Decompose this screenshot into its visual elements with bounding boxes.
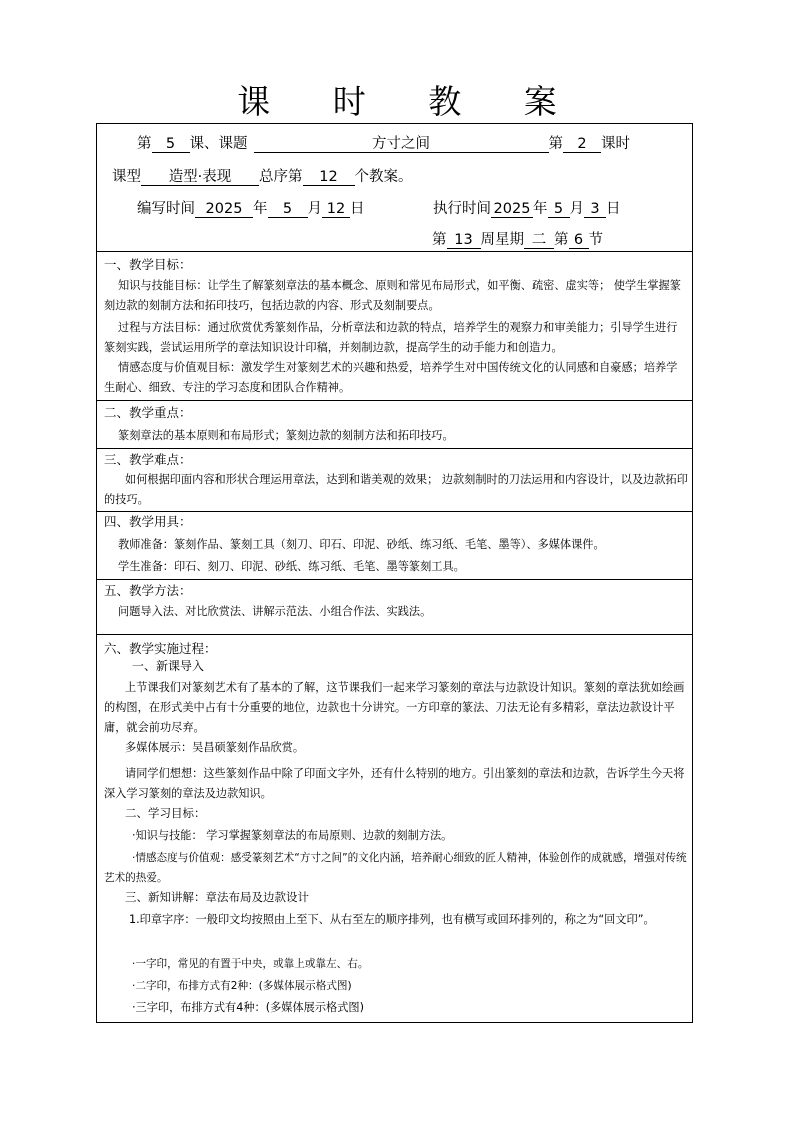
row-divider [97,448,692,449]
process-intro-para2: 多媒体展示：吴昌硕篆刻作品欣赏。 [125,741,305,754]
section-goals-title: 一、教学目标： [104,257,192,272]
lesson-number: 5 [152,136,190,153]
header-exec-line [433,200,621,218]
lesson-plan-table [96,123,693,1023]
process-intro-para3: 请同学们想想：这些篆刻作品中除了印面文字外，还有什么特别的地方。引出篆刻的章法和边款，告诉学生今天将深入学习篆刻的章法及边款知识。 [104,767,685,800]
exec-yue: 月 [569,201,584,217]
process-new-1: 1.印章字序：一般印文均按照由上至下、从右至左的顺序排列，也有横写或回环排列的，称之为“回文印”。 [129,913,655,926]
process-new-3: ·二字印，布排方式有2种：(多媒体展示格式图) [132,980,352,992]
period-number: 2 [563,136,601,153]
compile-day: 12 [322,201,350,218]
process-goal-1: ·知识与技能： 学习掌握篆刻章法的布局原则、边款的刻制方法。 [132,829,453,842]
section-key-title: 二、教学重点： [104,405,192,420]
row-divider [97,511,692,512]
process-goal-2: ·情感态度与价值观：感受篆刻艺术“方寸之间”的文化内涵，培养耐心细致的匠人精神，体验创作的成就感，增强对传统艺术的热爱。 [104,852,687,884]
goal-emotion: 情感态度与价值观目标：激发学生对篆刻艺术的兴趣和热爱，培养学生对中国传统文化的认同感和自豪感；培养学生耐心、细致、专注的学习态度和团队合作精神。 [104,361,678,394]
header-di: 第 [137,136,152,152]
compile-year: 2025 [195,201,253,218]
exec-day: 3 [584,201,606,218]
section-method-title: 五、教学方法： [104,583,192,598]
exec-nian: 年 [533,201,548,217]
page-title: 课 时 教 案 [237,82,583,121]
header-lesson-line [137,135,630,153]
row-divider [97,400,692,401]
row-divider [97,251,692,252]
type-label: 课型 [112,169,141,185]
process-intro-para1: 上节课我们对篆刻艺术有了基本的了解，这节课我们一起来学习篆刻的章法与边款设计知识。篆刻的章法犹如绘画的构图，在形式美中占有十分重要的地位，边款也十分讲究。一方印章的篆法、刀法无论有多精彩，章法边款设计平庸，就会前功尽弃。 [104,681,685,734]
header-compile-line [137,200,365,218]
compile-yue: 月 [307,201,322,217]
compile-label: 编写时间 [137,201,195,217]
exec-label: 执行时间 [433,201,491,217]
header-ke-keti: 课、课题 [189,136,248,152]
process-new-2: ·一字印，常见的有置于中央，或靠上或靠左、右。 [132,958,369,970]
compile-month: 5 [268,201,308,218]
header-week-line [432,231,603,249]
difficulty-text: 如何根据印面内容和形状合理运用章法，达到和谐美观的效果； 边款刻制时的刀法运用和内容设计，以及边款拓印的技巧。 [104,473,688,506]
type-value: 造型·表现 [141,169,259,186]
lesson-topic: 方寸之间 [254,136,549,153]
week-di: 第 [432,232,447,248]
weekday: 二 [524,232,554,249]
exec-month: 5 [548,201,570,218]
process-goal-title: 二、学习目标： [125,806,206,820]
section-di: 第 [554,232,569,248]
compile-ri: 日 [350,201,365,217]
header-di2: 第 [548,136,563,152]
row-divider [97,579,692,580]
method-text: 问题导入法、对比欣赏法、讲解示范法、小组合作法、实践法。 [118,605,432,618]
process-new-4: ·三字印，布排方式有4种：(多媒体展示格式图) [132,1001,364,1014]
tools-student: 学生准备：印石、刻刀、印泥、砂纸、练习纸、毛笔、墨等篆刻工具。 [118,560,465,573]
row-divider [97,634,692,635]
exec-ri: 日 [606,201,621,217]
goal-knowledge: 知识与技能目标：让学生了解篆刻章法的基本概念、原则和常见布局形式，如平衡、疏密、虚实等； 使学生掌握篆刻边款的刻制方法和拓印技巧，包括边款的内容、形式及刻制要点。 [104,279,681,312]
section-difficulty-title: 三、教学难点： [104,452,192,467]
exec-year: 2025 [491,201,533,218]
process-new-title: 三、新知讲解：章法布局及边款设计 [125,890,309,904]
seq-value: 12 [303,169,355,186]
header-keshi: 课时 [601,136,630,152]
section-number: 6 [569,232,589,249]
week-label: 周星期 [480,232,524,248]
seq-suffix: 个教案。 [354,169,413,185]
section-label: 节 [588,232,603,248]
week-number: 13 [447,232,481,249]
seq-label: 总序第 [259,169,303,185]
header-type-line [112,168,413,186]
process-intro-title: 一、新课导入 [132,659,205,673]
section-tools-title: 四、教学用具： [104,514,192,529]
tools-teacher: 教师准备：篆刻作品、篆刻工具（刻刀、印石、印泥、砂纸、练习纸、毛笔、墨等）、多媒体课件。 [118,538,605,551]
section-process-title: 六、教学实施过程： [104,641,217,656]
goal-process: 过程与方法目标：通过欣赏优秀篆刻作品，分析章法和边款的特点，培养学生的观察力和审美能力；引导学生进行篆刻实践，尝试运用所学的章法知识设计印稿，并刻制边款，提高学生的动手能力和创造力。 [104,321,678,354]
key-text: 篆刻章法的基本原则和布局形式；篆刻边款的刻制方法和拓印技巧。 [118,429,454,442]
compile-nian: 年 [253,201,268,217]
